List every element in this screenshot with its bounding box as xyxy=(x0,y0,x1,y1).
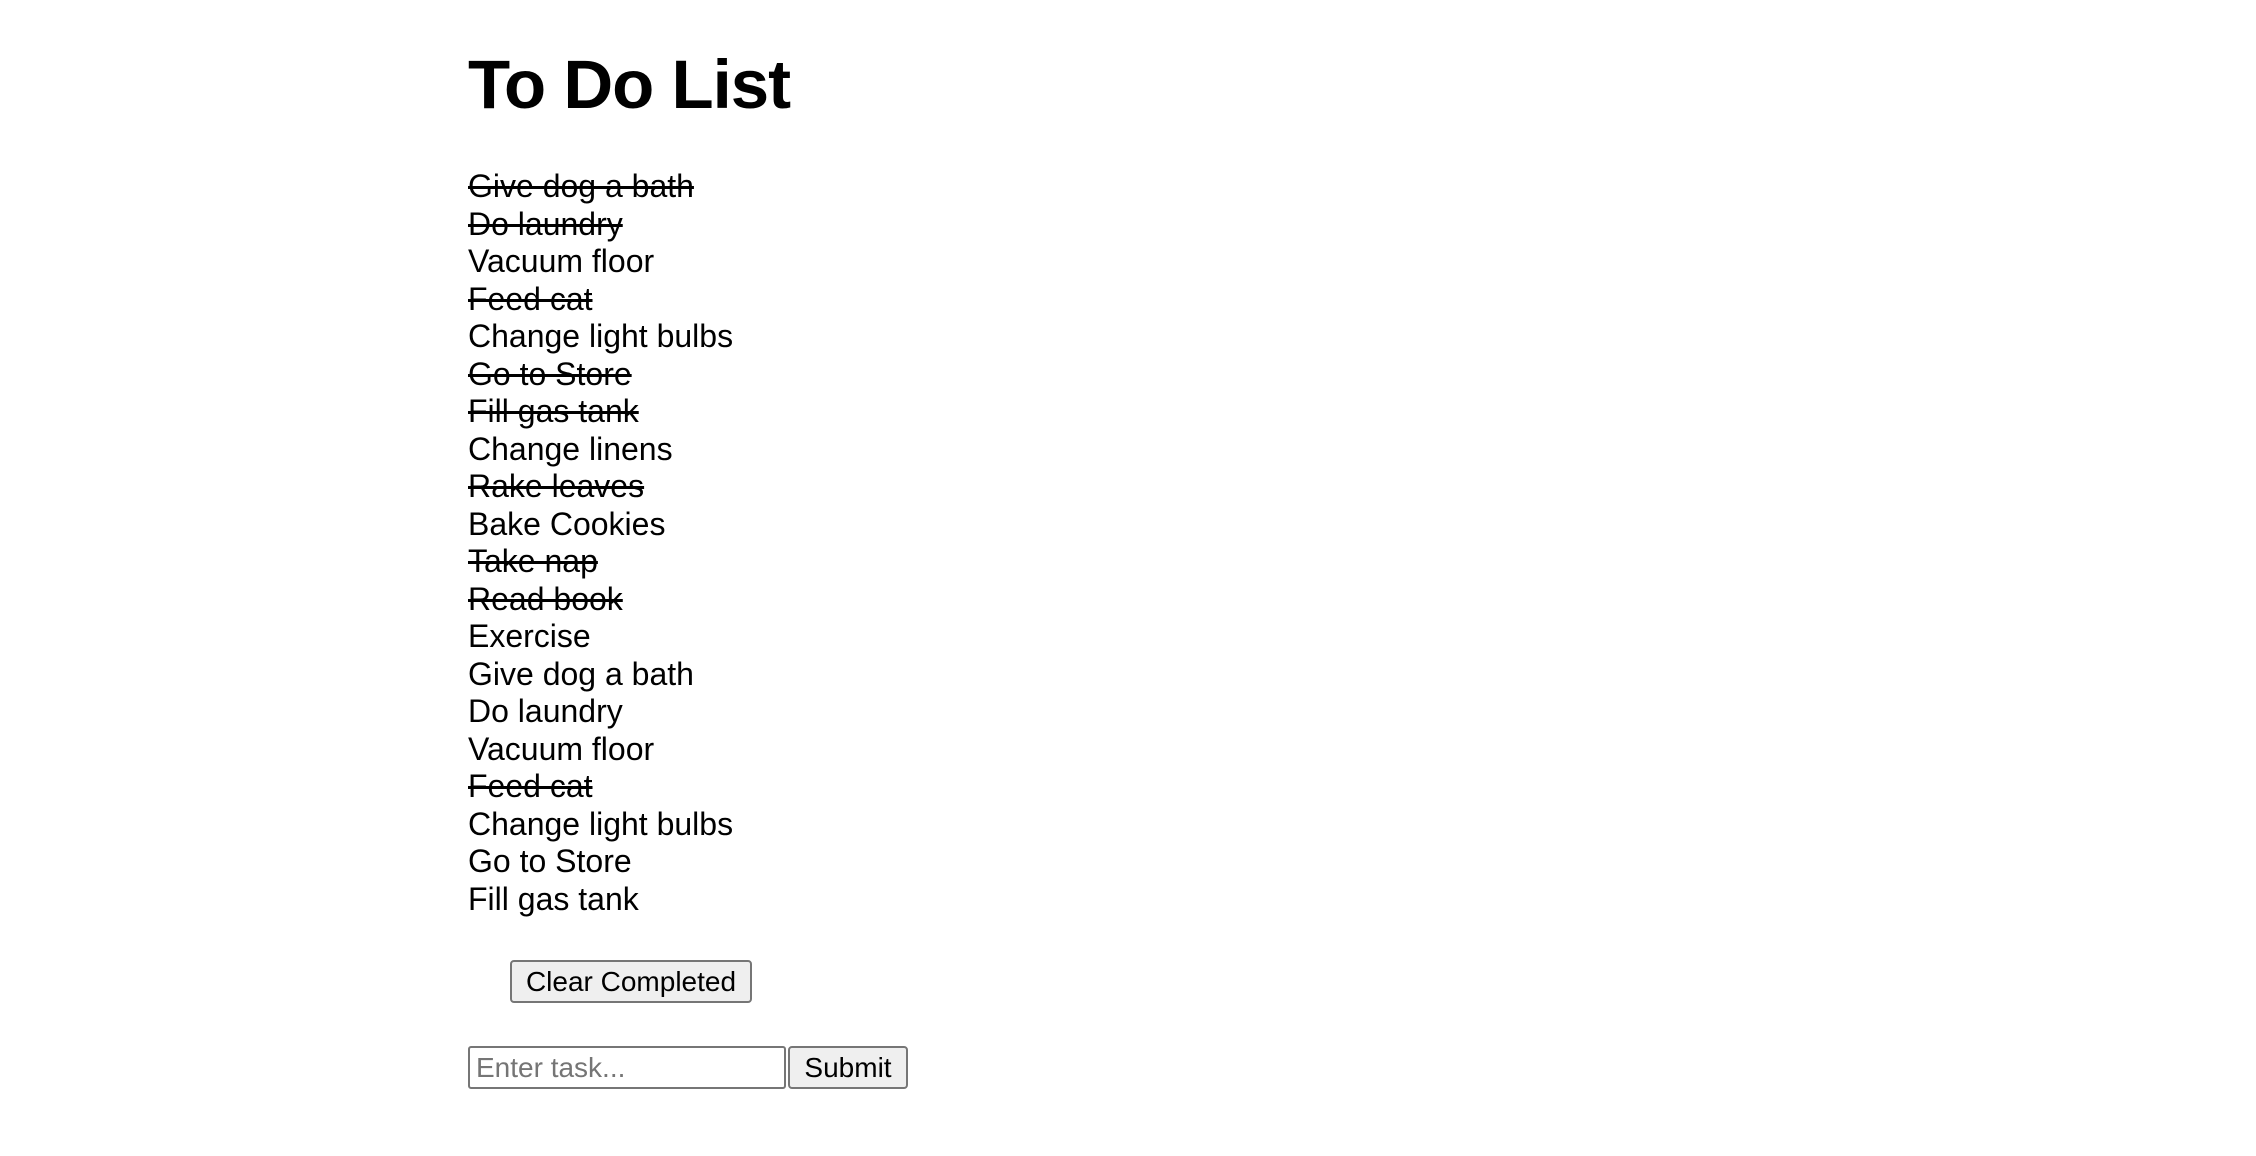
task-label: Go to Store xyxy=(468,843,632,879)
task-item[interactable] xyxy=(468,618,733,656)
task-label: Vacuum floor xyxy=(468,730,655,767)
task-item[interactable] xyxy=(468,543,733,581)
task-item[interactable] xyxy=(468,356,733,394)
task-label: Fill gas tank xyxy=(468,880,639,917)
task-item[interactable] xyxy=(468,168,733,206)
task-item[interactable] xyxy=(468,581,733,619)
task-list xyxy=(468,168,733,918)
task-item[interactable] xyxy=(468,393,733,431)
task-label: Feed cat xyxy=(468,768,593,804)
task-item[interactable] xyxy=(468,431,733,469)
task-item[interactable] xyxy=(468,243,733,281)
task-item[interactable] xyxy=(468,731,733,769)
task-label: Feed cat xyxy=(468,280,593,317)
task-item[interactable] xyxy=(468,693,733,731)
task-input[interactable] xyxy=(468,1046,786,1089)
task-label: Go to Store xyxy=(468,355,632,392)
task-item[interactable] xyxy=(468,206,733,244)
clear-completed-button[interactable]: Clear Completed xyxy=(510,960,752,1003)
task-label: Fill gas tank xyxy=(468,393,639,429)
task-item[interactable] xyxy=(468,506,733,544)
task-item[interactable] xyxy=(468,281,733,319)
task-item[interactable] xyxy=(468,843,733,881)
task-item[interactable] xyxy=(468,656,733,694)
task-label: Do laundry xyxy=(468,693,623,729)
add-task-form xyxy=(468,1046,908,1089)
task-item[interactable] xyxy=(468,768,733,806)
task-label: Vacuum floor xyxy=(468,243,655,279)
task-item[interactable] xyxy=(468,468,733,506)
submit-button[interactable]: Submit xyxy=(788,1046,908,1089)
task-label: Do laundry xyxy=(468,205,623,242)
page-title: To Do List xyxy=(468,46,791,123)
task-label: Change linens xyxy=(468,430,673,467)
task-item[interactable] xyxy=(468,806,733,844)
task-label: Change light bulbs xyxy=(468,805,734,842)
task-label: Bake Cookies xyxy=(468,505,666,542)
todo-app xyxy=(468,0,892,1083)
task-label: Give dog a bath xyxy=(468,655,694,692)
task-item[interactable] xyxy=(468,318,733,356)
task-item[interactable] xyxy=(468,881,733,919)
task-label: Read book xyxy=(468,580,623,617)
task-label: Give dog a bath xyxy=(468,168,694,204)
task-label: Take nap xyxy=(468,543,598,579)
task-label: Exercise xyxy=(468,618,591,654)
task-label: Change light bulbs xyxy=(468,318,734,354)
task-label: Rake leaves xyxy=(468,468,645,504)
